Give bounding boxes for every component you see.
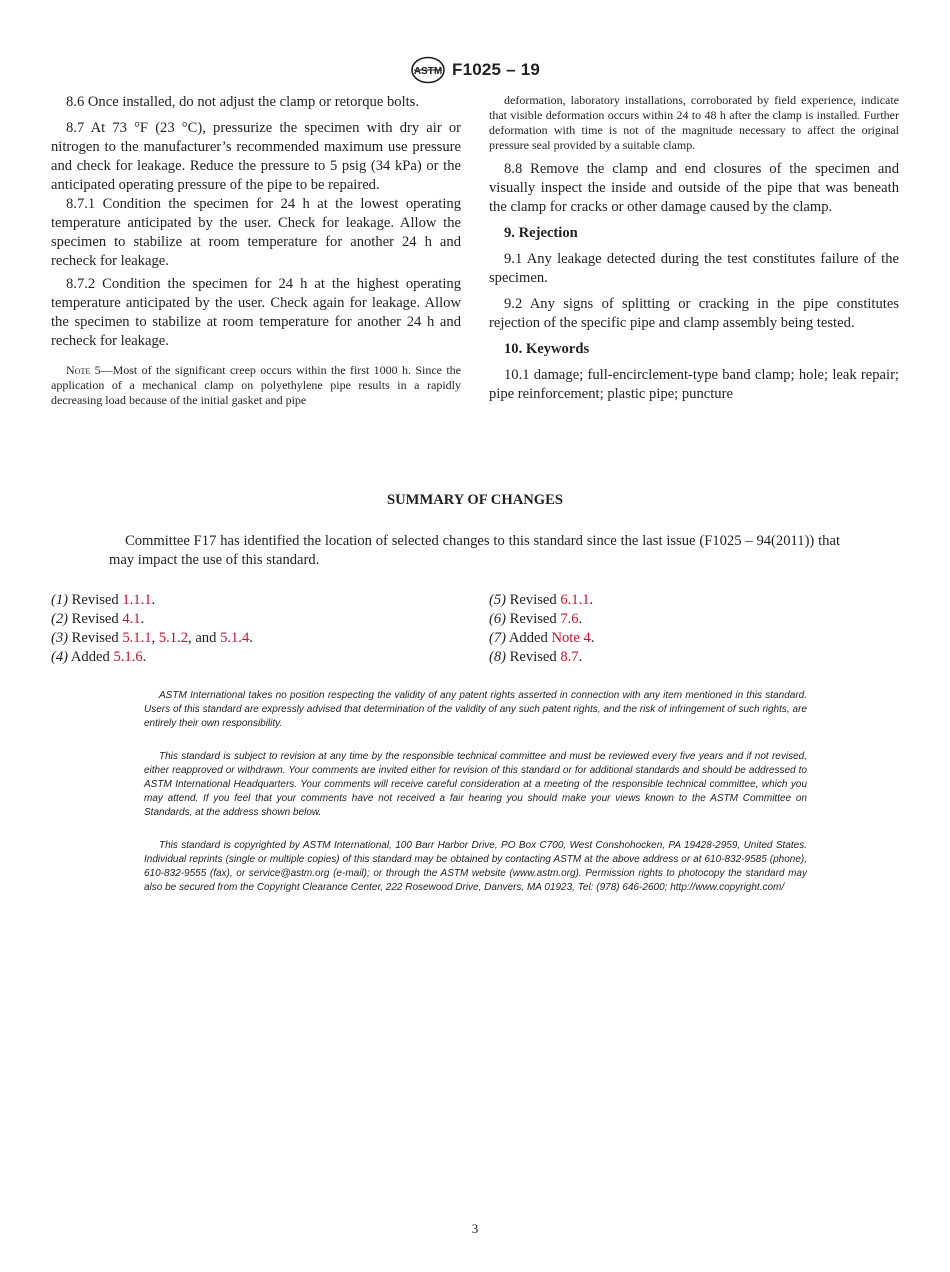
section-heading-rejection: 9. Rejection xyxy=(504,225,578,241)
change-item: (5) Revised 6.1.1. xyxy=(489,592,594,608)
note-text: —Most of the significant creep occurs within the first 1000 h. Since the application of a mechanical clamp on polyethylene pipe results in a rapidly decreasing load because of the initial gasket and pipe xyxy=(51,363,462,407)
section-reference-link[interactable]: 6.1.1 xyxy=(560,592,590,608)
paragraph-9-1: 9.1 Any leakage detected during the test constitutes failure of the specimen. xyxy=(489,251,899,286)
summary-intro: Committee F17 has identified the location of selected changes to this standard since the last issue (F1025 – 94(2011)) that may impact the use of this standard. xyxy=(109,533,840,568)
revision-notice: This standard is subject to revision at any time by the responsible technical committee and must be reviewed every five years and if not revised, either reapproved or withdrawn. Your comments are invited either for revision of this standard or for additional standards and should be addressed to ASTM International Headquarters. Your comments will receive careful consideration at a meeting of the responsible technical committee, which you may attend. If you feel that your comments have not received a fair hearing you should make your views known to the ASTM Committee on Standards, at the address shown below. xyxy=(144,751,807,818)
change-number: (1) xyxy=(51,592,69,608)
section-reference-link[interactable]: 1.1.1 xyxy=(122,592,152,608)
changes-list xyxy=(51,591,901,667)
change-item: (1) Revised 1.1.1. xyxy=(51,592,156,608)
right-column xyxy=(489,93,899,411)
section-heading-keywords: 10. Keywords xyxy=(504,341,590,357)
change-number: (2) xyxy=(51,611,69,627)
change-number: (7) xyxy=(489,630,507,646)
page-number: 3 xyxy=(471,1221,479,1236)
change-item: (8) Revised 8.7. xyxy=(489,649,583,665)
change-number: (8) xyxy=(489,649,507,665)
page-header xyxy=(0,55,950,85)
section-reference-link[interactable]: 4.1 xyxy=(122,611,141,627)
change-number: (4) xyxy=(51,649,69,665)
note-label: Note 5 xyxy=(66,363,101,377)
change-item: (6) Revised 7.6. xyxy=(489,611,583,627)
change-item: (2) Revised 4.1. xyxy=(51,611,145,627)
section-reference-link[interactable]: 7.6 xyxy=(560,611,579,627)
patent-disclaimer: ASTM International takes no position respecting the validity of any patent rights asserted in connection with any item mentioned in this standard. Users of this standard are expressly advised that determination of the validity of any such patent rights, and the risk of infringement of such rights, are entirely their own responsibility. xyxy=(144,690,807,729)
paragraph-8-7-1: 8.7.1 Condition the specimen for 24 h at the lowest operating temperature anticipated by the user. Check for leakage. Allow the specimen to stabilize at room temperature for another 24 h and recheck for leakage. xyxy=(51,196,461,269)
summary-title: SUMMARY OF CHANGES xyxy=(387,492,563,508)
change-item: (7) Added Note 4. xyxy=(489,630,595,646)
svg-text:ASTM: ASTM xyxy=(413,66,443,77)
paragraph-8-8: 8.8 Remove the clamp and end closures of the specimen and visually inspect the inside and outside of the pipe that was beneath the clamp for cracks or other damage caused by the clamp. xyxy=(489,161,899,215)
change-number: (6) xyxy=(489,611,507,627)
copyright-notice: This standard is copyrighted by ASTM International, 100 Barr Harbor Drive, PO Box C700, West Conshohocken, PA 19428-2959, United States. Individual reprints (single or multiple copies) of this standard may be obtained by contacting ASTM at the above address or at 610-832-9585 (phone), 610-832-9555 (fax), or service@astm.org (e-mail); or through the ASTM website (www.astm.org). Permission rights to photocopy the standard may also be secured from the Copyright Clearance Center, 222 Rosewood Drive, Danvers, MA 01923, Tel: (978) 646-2600; http://www.copyright.com/ xyxy=(144,840,807,893)
section-reference-link[interactable]: 5.1.2 xyxy=(158,630,189,646)
change-number: (3) xyxy=(51,630,69,646)
section-reference-link[interactable]: 5.1.1 xyxy=(122,630,152,646)
section-reference-link[interactable]: Note 4 xyxy=(551,630,591,646)
paragraph-10-1: 10.1 damage; full-encirclement-type band clamp; hole; leak repair; pipe reinforcement; plastic pipe; puncture xyxy=(489,367,899,402)
change-number: (5) xyxy=(489,592,507,608)
paragraph-8-7: 8.7 At 73 °F (23 °C), pressurize the specimen with dry air or nitrogen to the manufacturer’s recommended maximum use pressure and check for leakage. Reduce the pressure to 5 psig (34 kPa) or the anticipated operating pressure of the pipe to be repaired. xyxy=(51,120,461,193)
paragraph-8-7-2: 8.7.2 Condition the specimen for 24 h at the highest operating temperature anticipated by the user. Check again for leakage. Allow the specimen to stabilize at room temperature for another 24 h and recheck for leakage. xyxy=(51,276,461,349)
note-5-continued: deformation, laboratory installations, corroborated by field experience, indicate that visible deformation occurs within 24 to 48 h after the clamp is installed. Further deformation with time is not of the magnitude necessary to affect the original pressure seal provided by a suitable clamp. xyxy=(489,93,899,152)
note-5 xyxy=(51,363,461,408)
document-designation: F1025 – 19 xyxy=(451,60,540,79)
paragraph-8-6: 8.6 Once installed, do not adjust the clamp or retorque bolts. xyxy=(66,94,420,110)
left-column xyxy=(51,93,461,415)
section-reference-link[interactable]: 8.7 xyxy=(560,649,579,665)
section-reference-link[interactable]: 5.1.6 xyxy=(113,649,143,665)
section-reference-link[interactable]: 5.1.4 xyxy=(220,630,250,646)
change-item: (4) Added 5.1.6. xyxy=(51,649,147,665)
astm-logo-icon xyxy=(410,56,446,84)
change-item: (3) Revised 5.1.1, 5.1.2, and 5.1.4. xyxy=(51,630,253,646)
paragraph-9-2: 9.2 Any signs of splitting or cracking in the pipe constitutes rejection of the specific pipe and clamp assembly being tested. xyxy=(489,296,899,331)
